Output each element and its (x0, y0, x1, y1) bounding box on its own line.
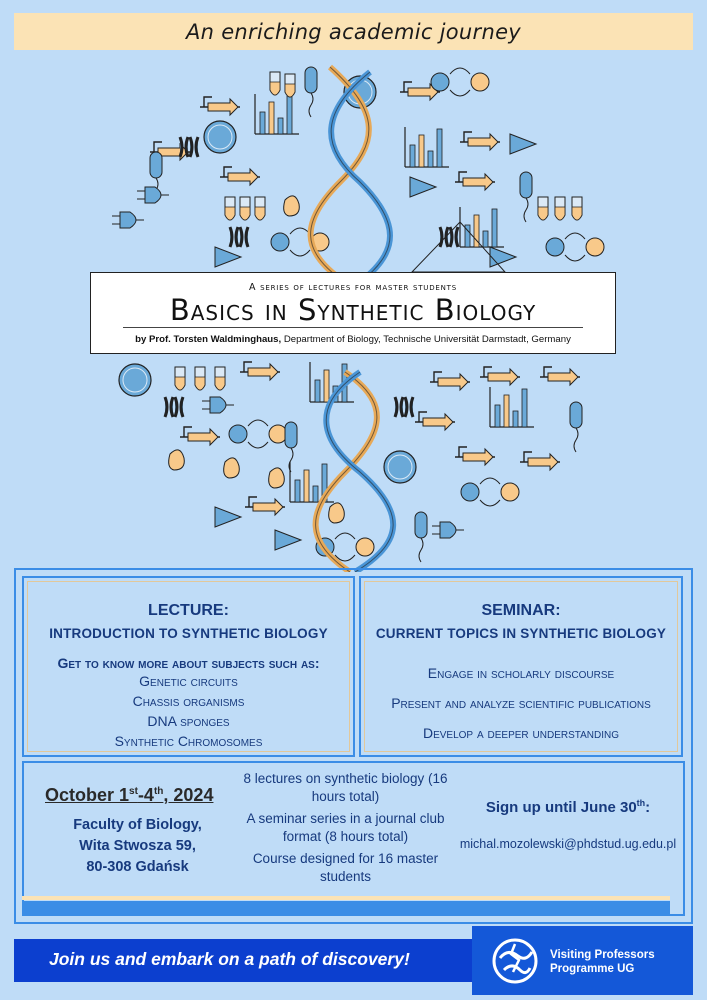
signup-text: Sign up until June 30 (485, 799, 637, 816)
lecture-heading: LECTURE: (148, 602, 229, 619)
venue-line: 80-308 Gdańsk (86, 859, 189, 875)
lecture-topic: Chassis organisms (132, 693, 245, 709)
detail-item: A seminar series in a journal club format (8 hours total) (246, 811, 445, 844)
signup-suffix: th (636, 798, 646, 808)
ug-logo-icon (490, 936, 540, 986)
lecture-panel (22, 576, 355, 757)
detail-item: Course designed for 16 master students (252, 851, 439, 884)
date-start: October 1 (45, 785, 130, 805)
date-end-suffix: th (153, 786, 164, 797)
lecture-topic: Synthetic Chromosomes (114, 733, 263, 749)
title-box (90, 272, 616, 354)
byline-name: by Prof. Torsten Waldminghaus, (135, 334, 282, 345)
course-dates (45, 785, 213, 806)
stripe-cream (22, 896, 670, 900)
seminar-subheading: CURRENT TOPICS IN SYNTHETIC BIOLOGY (375, 626, 667, 641)
venue-line: Faculty of Biology, (73, 817, 202, 833)
lecture-subheading: INTRODUCTION TO SYNTHETIC BIOLOGY (49, 626, 328, 641)
byline (91, 334, 615, 345)
seminar-point: Develop a deeper understanding (422, 725, 620, 741)
stripe-blue (22, 901, 670, 916)
footer-banner (14, 939, 693, 982)
contact-email[interactable]: michal.mozolewski@phdstud.ug.edu.pl (459, 837, 677, 851)
seminar-point: Engage in scholarly discourse (427, 665, 615, 681)
byline-affiliation: Department of Biology, Technische Universität Darmstadt, Germany (281, 334, 571, 345)
date-year: , 2024 (163, 785, 214, 805)
seminar-point: Present and analyze scientific publications (391, 695, 651, 711)
programme-line1: Visiting Professors (550, 949, 655, 961)
main-title: Basics in Synthetic Biology (169, 293, 537, 327)
date-end: -4 (137, 785, 154, 805)
date-start-suffix: st (129, 786, 138, 797)
seminar-heading: SEMINAR: (481, 602, 561, 619)
venue-line: Wita Stwosza 59, (79, 838, 196, 854)
signup-deadline (448, 798, 688, 816)
lecture-topic: DNA sponges (147, 713, 230, 729)
signup-colon: : (645, 799, 651, 816)
footer-cta: Join us and embark on a path of discovery! (49, 949, 410, 969)
lecture-topic: Genetic circuits (139, 673, 238, 689)
title-rule (123, 327, 583, 328)
venue (45, 815, 230, 878)
top-banner (14, 13, 693, 50)
lecture-intro: Get to know more about subjects such as: (57, 655, 320, 671)
programme-line2: Programme UG (550, 963, 635, 975)
tagline: An enriching academic journey (185, 19, 522, 44)
vpp-badge (472, 926, 693, 995)
seminar-panel (359, 576, 683, 757)
title-kicker: A series of lectures for master students (249, 282, 457, 293)
detail-item: 8 lectures on synthetic biology (16 hours total) (243, 771, 448, 804)
course-details (238, 770, 453, 890)
